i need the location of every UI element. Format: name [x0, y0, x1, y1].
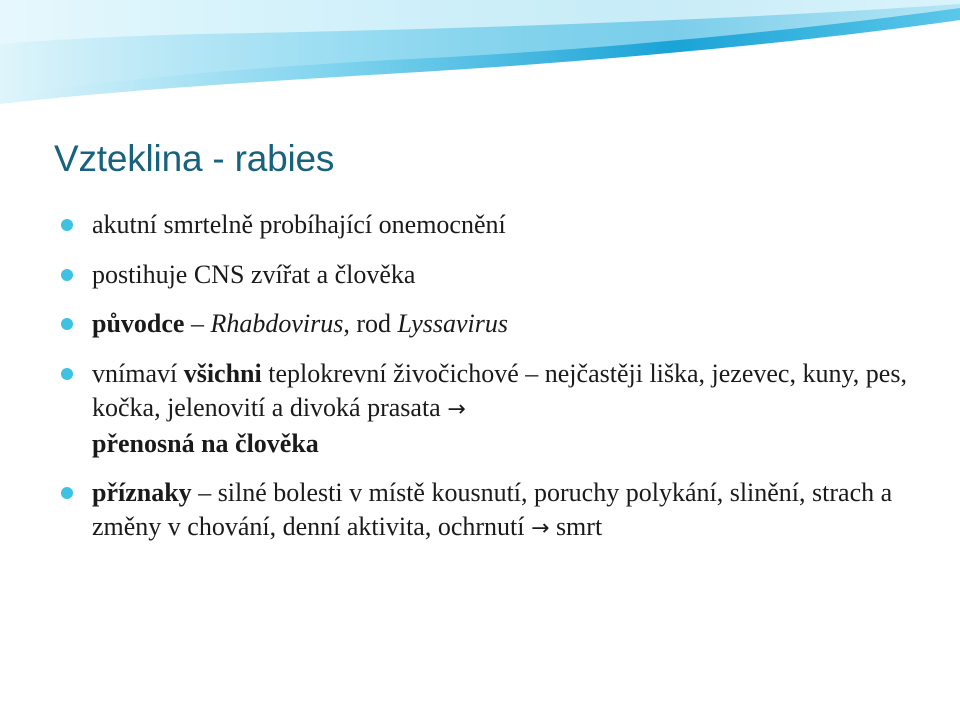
bullet-dash: – [184, 309, 211, 338]
bullet-italic-genus: Rhabdovirus [210, 309, 344, 338]
arrow-right-icon: → [447, 396, 466, 422]
bullet-dot-icon [61, 318, 73, 330]
bullet-body: – silné bolesti v místě kousnutí, poruchy polykání, slinění, strach a změny v chování, denní aktivita, ochrnutí [92, 478, 893, 541]
bullet-mid: , rod [343, 309, 398, 338]
bullet-tail: smrt [549, 512, 603, 541]
bullet-item [58, 476, 938, 546]
bullet-italic-rod: Lyssavirus [397, 309, 508, 338]
arrow-right-icon: → [531, 516, 550, 541]
bullet-item [58, 357, 938, 461]
bullet-text: akutní smrtelně probíhající onemocnění [92, 210, 506, 239]
bullet-text: postihuje CNS zvířat a člověka [92, 259, 416, 289]
bullet-lead: příznaky [92, 478, 192, 507]
bullet-dot-icon [61, 219, 73, 231]
bullet-item [58, 258, 938, 292]
bullet-item [58, 208, 938, 242]
slide-title: Vzteklina - rabies [54, 138, 335, 179]
bullet-pre: vnímaví [92, 358, 184, 388]
bullet-item [58, 307, 938, 341]
bullet-tail: přenosná na člověka [92, 428, 319, 458]
bullet-lead: původce [92, 309, 185, 338]
bullet-bold: všichni [183, 358, 262, 388]
bullet-list [58, 208, 938, 562]
bullet-dot-icon [61, 487, 73, 499]
header-wave-decoration [0, 0, 960, 120]
bullet-dot-icon [61, 269, 73, 281]
bullet-dot-icon [61, 368, 73, 380]
bullet-body: teplokrevní živočichové – nejčastěji liška, jezevec, kuny, pes, kočka, jelenovití a divoká prasata [92, 358, 907, 422]
